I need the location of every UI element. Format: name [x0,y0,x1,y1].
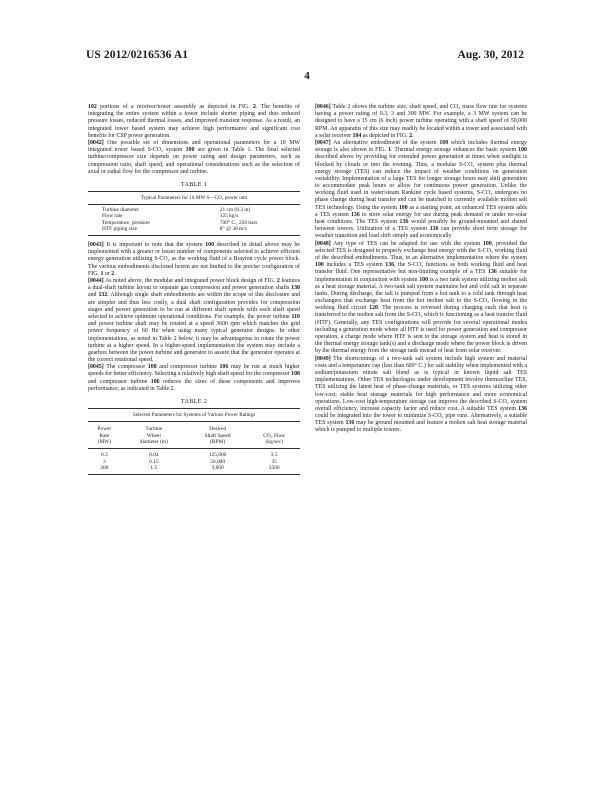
text-run: One possible set of dimensions and operational parameters for a 10 MW integrated tower based S-CO₂ system [88,139,300,154]
reference-numeral: 100 [315,262,324,269]
text-run: features a dual-shaft turbine layout to separate gas compression and power generation shafts [88,278,300,292]
reference-numeral: 2 [276,278,280,284]
table-cell: 3 [102,458,106,465]
text-run: , the S-CO₂ functions as both working fluid and heat transfer fluid. One representative but non-limiting example of a TES [315,262,527,276]
table-cell: 125 kg/s [219,213,239,220]
text-run: . The benefits of integrating the entire system within a tower include shorter piping and thus reduced pressure losses, reduced thermal losses, and improved transient response. As a result, an integrated tower based system may achieve high performance and significant cost benefits for CSP power generation. [88,104,300,139]
table-2-caption: Selected Parameters for Systems of Various Power Ratings [88,411,300,422]
table-cell: Turbine diameter [102,207,140,214]
reference-numeral: [0043] [88,242,104,249]
table-cell: Flow rate [102,213,123,220]
text-run: and compressor turbine [88,378,151,385]
table-cell: 3500 [268,464,280,471]
text-run: portions of a receiver/tower assembly as depicted in FIG. [96,104,254,110]
paragraph-0047 [315,140,527,241]
text-run: . [412,132,414,139]
table-1-caption: Typical Parameters for 10 MW S—CO₂ power unit [88,194,300,205]
text-run: and compressor turbine [156,364,220,371]
column-header: Turbine Wheel diameter (m) [121,424,187,448]
reference-numeral: 136 [518,405,527,412]
text-run: as a starting point, an enhanced TES system adds a TES system [315,204,527,218]
paragraph-0044 [88,278,300,364]
paragraph [88,104,300,140]
paragraph-0042 [88,140,300,176]
reference-numeral: 120 [369,305,378,312]
text-run: which includes thermal energy storage is also shown in FIG. [315,139,527,154]
column-header: Desired Shaft Speed (RPM) [187,424,248,448]
reference-numeral: 136 [350,211,360,218]
text-run: are given in Table 1. The final selected turbine/compressor size depends on power rating and design parameters, such as compression ratio, shaft speed, and operational considerations such as the selection of axial or radial flow for the compressor and turbine. [88,147,301,175]
text-run: to store solar energy for use during peak demand or under no-solar heat conditions. The TES system [315,211,527,225]
text-run: Table 2 shows the turbine size, shaft speed, and CO₂ mass flow rate for systems having a power rating of 0.3, 3 and 300 MW. For example, a 3 MW system can be designed to have a 15 cm (6 inch) power turbine operating with a shaft speed of 50,000 RPM. An apparatus of this size may readily be located within a tower and associated with a solar receiver [315,104,527,139]
text-run: As noted above, the modular and integrated power block design of FIG. [103,278,277,284]
reference-numeral: 132 [98,292,108,299]
text-run: as depicted in FIG. [361,132,410,139]
reference-numeral: 1 [100,270,104,277]
reference-numeral: [0047] [315,139,331,146]
reference-numeral: 104 [352,132,362,139]
reference-numeral: 2 [253,104,256,110]
table-cell: 300 [100,464,109,471]
table-cell: 1.5 [150,464,158,471]
text-run: or [103,270,112,277]
text-run: can provide short term storage for weather transition and load shift simply and economically. [315,226,527,240]
table-cell: Temperature, pressure [102,219,150,226]
table-cell: 3.5 [270,452,278,459]
text-run: . Thermal energy storage enhances the basic system [391,147,519,154]
reference-numeral: 1 [388,147,392,154]
table-cell: 700° C., 250 bars [219,219,258,226]
reference-numeral: [0049] [315,355,331,362]
text-run: described in detail above may be implemented with a greater or lesser number of components selected to achieve efficient energy generation utilizing S-CO₂ as the working fluid of a Brayton cycle power block. The various embodiments disclosed herein are not limited to the precise configuration of FIG. [88,242,300,277]
paragraph-0049 [315,356,527,435]
text-run: The shortcomings of a two-tank salt system include high system and material costs and a temperature cap (less than 600° C.) for salt stability when implemented with a sodium/potassium nitrate salt blend as is typical in known liquid salt TES implementations. Other TES technologies under development involve thermocline TES, TES utilizing the latent heat of phase-change materials, or TES systems utilizing other low-cost; stable heat storage materials for high performance and more economical operations. Low-cost high-temperature storage can improve the described S-CO₂ system overall efficiency, increase capacity factor and reduce cost. A suitable TES system [315,355,527,412]
table-cell: 0.3 [100,452,108,459]
reference-numeral: [0042] [88,139,104,146]
column-header: CO₂ Flow (kg/sec) [248,424,300,448]
table-2 [88,398,300,475]
left-column [88,104,300,481]
paragraph-0045 [88,364,300,393]
reference-numeral: 136 [345,420,355,427]
reference-numeral: [0045] [88,364,104,371]
table-cell: 0.04 [149,452,159,459]
paragraph-0046 [315,104,527,140]
text-run: would possibly be ground-mounted and shared between towers. Utilization of a TES system [315,219,527,233]
table-row [88,449,300,459]
table-row [88,226,300,232]
table-header-row [88,424,300,448]
reference-numeral: 130 [291,285,300,292]
publication-date: Aug. 30, 2012 [457,49,524,61]
reference-numeral: 108 [291,371,300,378]
text-run: . [114,270,116,277]
reference-numeral: 106 [150,378,160,385]
text-run: Any type of TES can be adapted for use with the system [330,240,483,247]
reference-numeral: 100 [518,147,527,154]
text-run: is a two tank system utilizing molten salt as a heat storage material. A two-tank salt system maintains hot and cold salt in separate tanks. During discharge, the salt is pumped from a hot tank to a cold tank through heat exchangers that exchange heat from the hot molten salt to the S-CO₂ flowing in the working fluid circuit [315,276,527,312]
text-run: . The process is reversed during charging such that heat is transferred to the molten salt from the S-CO₂ which is functioning as a heat transfer fluid (HTF). Generally, any TES configurations will provide for several operational modes including a generation mode where all HTF is used for power generation and compressor operation, a charge mode where HTF is sent to the storage system and heat is stored in the thermal energy storage tank(s) and a discharge mode where the power block is driven by the thermal energy from the storage tank instead of heat from solar receiver. [315,305,527,355]
reference-numeral: 100 [205,242,215,249]
reference-numeral: 100 [419,276,429,283]
column-header: Power Rate (MW) [88,424,121,448]
text-run: and power turbine shaft may be rotated at a speed 3600 rpm which matches the grid power frequency of 60 Hz when using many typical generator designs. In other implementations, as noted in Table 2 below, it may be advantageous to rotate the power turbine at a higher speed. In a higher-speed implementation the system may include a gearbox between the power turbine and generator to assure that the generator operates at the correct rotational speed. [88,321,300,364]
text-run: It is important to note that the system [103,242,206,249]
page-number: 4 [304,70,310,82]
reference-numeral: 136 [399,219,409,225]
text-run: An alternative embodiment of the system [330,139,440,146]
paragraph-0043 [88,242,300,278]
table-cell: 3,600 [211,464,224,471]
reference-numeral: 2 [111,270,115,277]
text-run: may be run at much higher speeds for better efficiency. Selecting a relatively high shaft speed for the compressor [88,364,300,378]
reference-numeral: 100 [439,139,449,146]
text-run: described above by providing for extended power generation at times when sunlight is blocked by clouds or into the evening. Thus, a modular S-CO₂ system plus thermal energy storage (TES) can reduce the impact of weather conditions on generation variability. Implementation of a large TES for longer storage hours may shift generation to accommodate peak hours or allow for continuous power generation. Unlike the working fluid used in water/steam Rankine cycle based systems, S-CO₂ undergoes no phase change during heat transfer and can be matched to currently available molten salt TES technology. Using the system [315,154,527,211]
reference-numeral: [0046] [315,104,331,110]
text-run: may be ground mounted and feature a molten salt heat storage material which is pumped to multiple towers. [315,420,527,434]
table-row [88,465,300,471]
reference-numeral: 136 [385,262,395,269]
text-run: , provided the selected TES is designed to properly exchange heat energy with the S-CO₂ working fluid of the described embodiments. Thus, in an alternative implementation where the system [315,240,527,261]
text-run: could be integrated into the tower to minimize S-CO₂ pipe runs. Alternatively, a suitable TES system [315,413,527,427]
publication-number: US 2012/0216536 A1 [86,49,189,61]
table-cell: 21 cm (8.3 in) [219,207,251,214]
reference-numeral: 100 [482,240,492,247]
reference-numeral: [0044] [88,278,104,284]
reference-numeral: 102 [88,104,97,110]
text-run: The compressor [103,364,148,371]
table-cell: 0.15 [149,458,159,465]
table-cell: HTF piping size [102,225,138,232]
table-cell: 35 [271,458,277,465]
paragraph-0048 [315,241,527,356]
text-run: and [88,292,99,299]
reference-numeral: 136 [429,226,439,233]
text-run: includes a TES system [323,262,386,269]
reference-numeral: 106 [219,364,229,371]
table-1-title: TABLE 1 [180,180,208,188]
table-cell: 8" @ 30 m/s [219,225,247,232]
reference-numeral: 108 [147,364,157,371]
table-1 [88,181,300,236]
text-run: reduces the sizes of these components and improves performance, as indicated in Table 2. [88,378,300,392]
text-run: suitable for implementation in conjunction with system [315,269,528,283]
text-run: . Although single shaft embodiments are within the scope of this disclosure and are simpler and thus less costly, a dual shaft configuration provides for compression stages and power generation to be run at different shaft speeds with each shaft speed selected to achieve optimum operational conditions. For example, the power turbine [88,292,300,320]
table-cell: 125,000 [208,452,227,459]
table-2-title: TABLE 2 [180,398,208,405]
reference-numeral: 110 [291,313,300,320]
reference-numeral: [0048] [315,240,331,247]
reference-numeral: 100 [185,147,195,154]
table-cell: 50,000 [210,458,226,465]
reference-numeral: 136 [488,269,497,276]
reference-numeral: 2 [409,132,413,139]
reference-numeral: 100 [398,204,408,211]
right-column [315,104,527,435]
